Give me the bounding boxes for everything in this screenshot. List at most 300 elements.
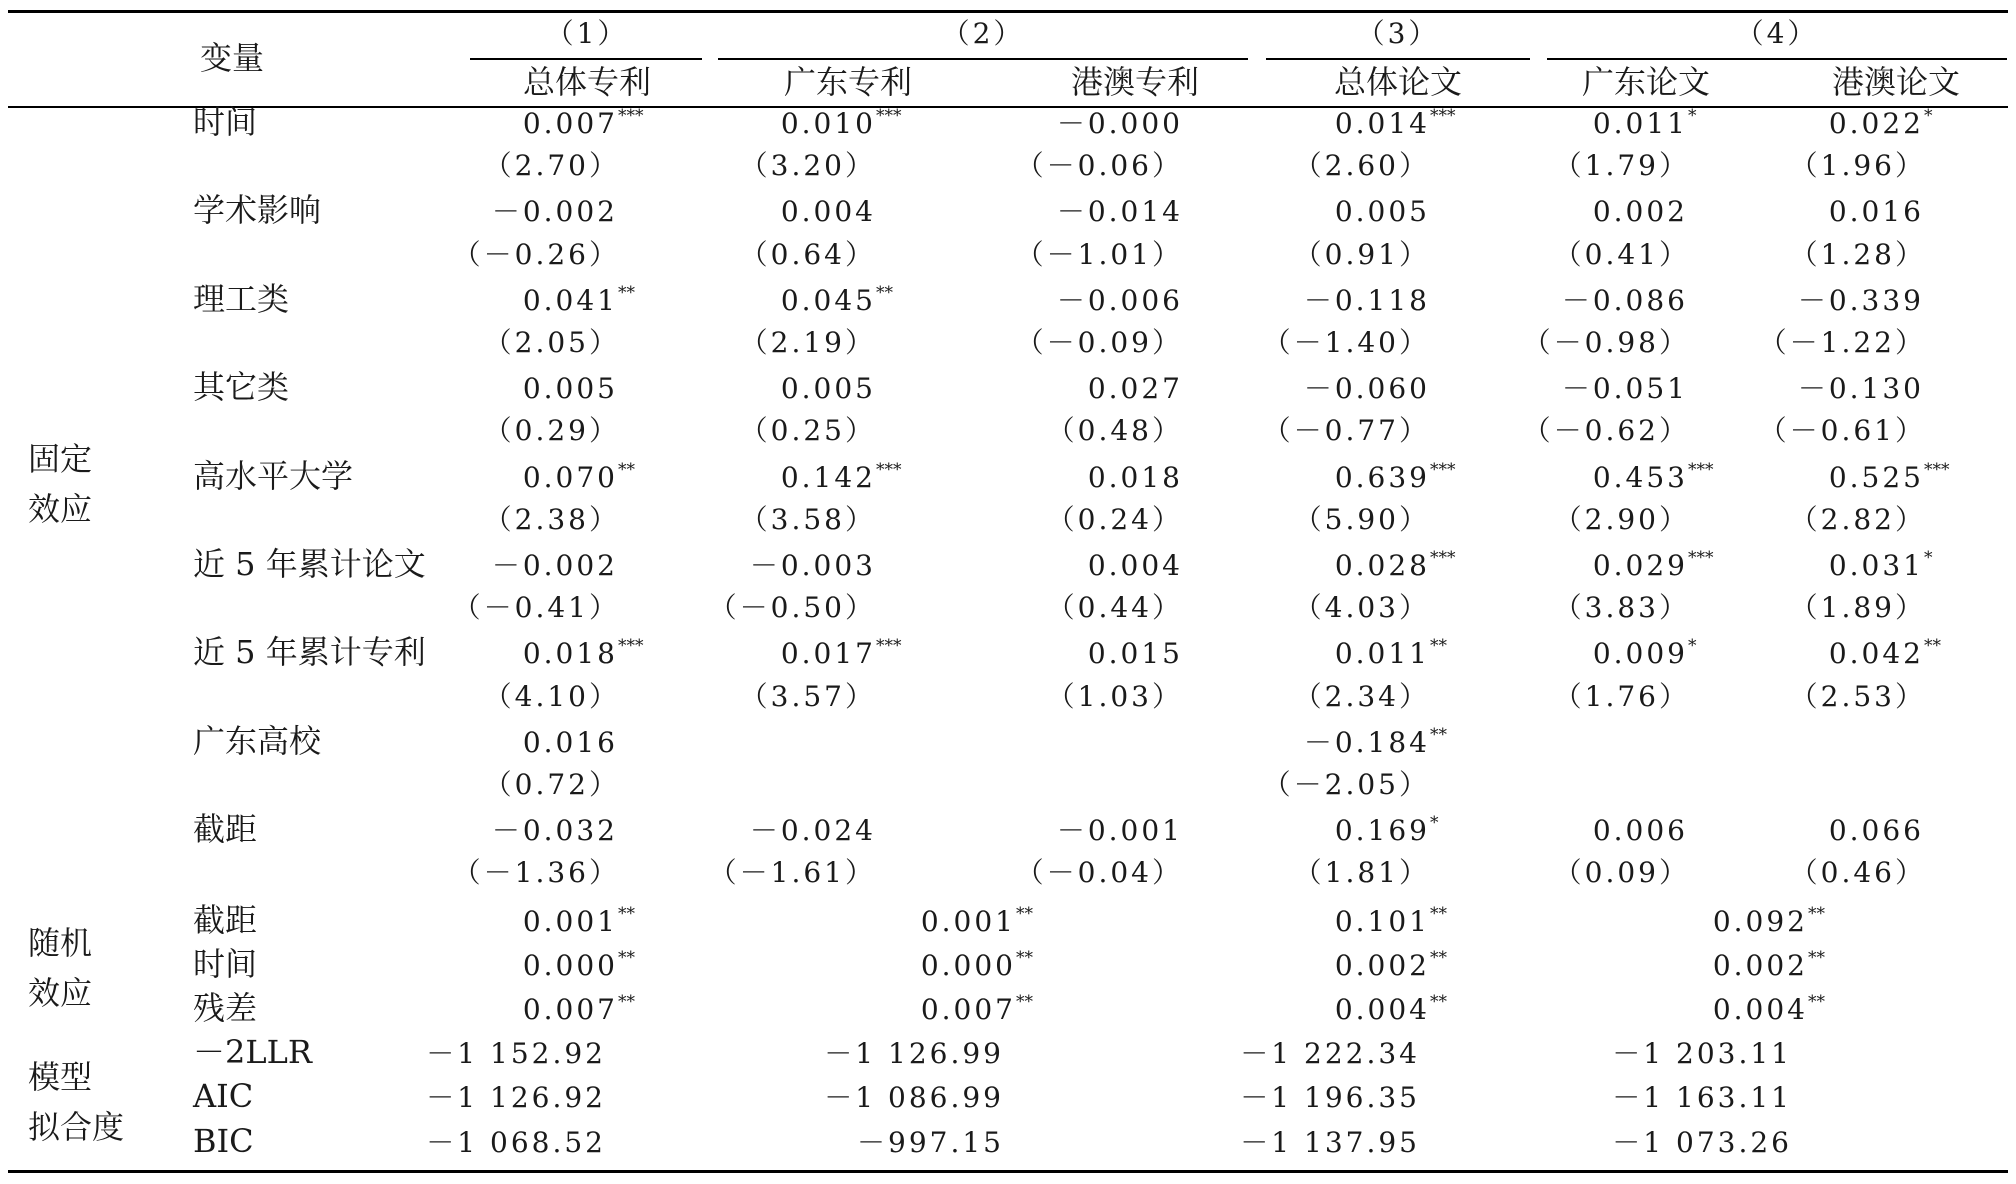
t-statistic-cell-text: （0.91） [1293,237,1430,271]
coefficient-cell-text: 0.142 [780,460,876,494]
t-statistic-cell-text: （4.10） [483,679,620,713]
random-effect-cell-text: 0.101 [1334,904,1430,938]
coefficient-cell [523,721,618,765]
t-statistic-cell [740,144,876,188]
random-row-label [193,898,257,942]
random-effect-cell [522,900,635,944]
coefficient-cell [522,102,644,146]
random-effect-cell-text: 0.092 [1712,904,1808,938]
coefficient-cell-text: 0.028 [1334,549,1430,582]
coefficient-cell [1088,632,1183,676]
t-statistic-cell [1790,586,1926,630]
bottom-rule [8,1170,2008,1173]
t-statistic-cell-text: （0.09） [1553,856,1690,890]
t-statistic-cell [1294,675,1430,719]
significance-mark: * [1430,813,1439,834]
random-effect-cell [1712,900,1825,944]
significance-mark: ** [1430,724,1447,745]
t-statistic-cell-text: （0.29） [483,414,620,448]
coefficient-cell-text: 0.016 [1828,195,1924,229]
fixed-row-label [193,188,321,232]
coefficient-cell-text: －0.002 [491,549,618,582]
t-statistic-cell [1294,498,1430,542]
coefficient-cell [1304,279,1430,323]
t-statistic-cell-text: （3.20） [739,149,876,183]
t-statistic-cell [453,586,620,630]
coefficient-cell-text: 0.018 [1087,460,1183,494]
t-statistic-cell-text: （2.19） [739,326,876,359]
random-effect-cell [522,944,635,988]
t-statistic-cell-text: （－0.62） [1522,414,1690,448]
coefficient-cell-text: 0.006 [1592,814,1688,848]
t-statistic-cell-text: （0.41） [1553,237,1690,271]
coefficient-cell [781,190,876,234]
random-effect-cell-text: 0.001 [920,904,1016,938]
random-effect-cell-text: 0.002 [1334,948,1430,982]
t-statistic-cell [1016,233,1183,277]
group-3-label-text: （3） [1356,17,1440,50]
coefficient-cell-text: 0.525 [1828,460,1924,494]
coefficient-cell [1057,190,1183,234]
t-statistic-cell [709,586,876,630]
coefficient-cell [1828,632,1941,676]
coefficient-cell [1828,456,1950,500]
t-statistic-cell-text: （－0.77） [1262,414,1430,448]
significance-mark: ** [618,992,635,1012]
t-statistic-cell [1294,586,1430,630]
fixed-row-label-text: 学术影响 [193,191,322,230]
significance-mark: *** [618,636,644,657]
coefficient-cell-text: 0.010 [780,107,876,140]
variable-header [200,36,264,80]
header-rule [8,106,2008,108]
t-statistic-cell [484,144,620,188]
t-statistic-cell [1294,851,1430,895]
t-statistic-cell [1554,851,1690,895]
t-statistic-cell-text: （－0.41） [452,591,620,625]
fit-row-label [193,1030,312,1074]
fit-row-label [193,1074,253,1118]
fit-statistic-cell [824,1076,1004,1120]
t-statistic-cell [1047,586,1183,630]
group-1-label [546,12,629,56]
random-effect-cell-text: 0.007 [920,993,1016,1026]
group-4-label-text: （4） [1735,17,1819,50]
coefficient-cell [1303,721,1447,765]
fixed-row-label [193,100,257,144]
t-statistic-cell-text: （2.60） [1293,149,1430,183]
random-effect-cell [920,944,1033,988]
fixed-row-label-text: 截距 [193,810,258,849]
column-header-6-text: 港澳论文 [1831,63,1961,101]
significance-mark: ** [1808,903,1825,924]
t-statistic-cell-text: （3.57） [739,679,876,713]
t-statistic-cell [1016,321,1183,365]
coefficient-cell [522,456,635,500]
significance-mark: ** [618,459,635,480]
random-effect-cell [920,900,1033,944]
t-statistic-cell-text: （－0.26） [452,237,620,271]
coefficient-cell [1057,279,1183,323]
coefficient-cell-text: 0.014 [1334,107,1430,140]
t-statistic-cell-text: （2.34） [1293,679,1430,713]
significance-mark: *** [1688,459,1714,480]
coefficient-cell [492,190,618,234]
coefficient-cell [492,809,618,853]
coefficient-cell [750,544,876,588]
coefficient-cell-text: －0.032 [491,814,618,848]
random-effect-cell-text: 0.001 [522,904,618,938]
coefficient-cell-text: 0.045 [780,283,876,317]
fixed-row-label [193,719,321,763]
fixed-row-label [193,630,426,674]
coefficient-cell-text: 0.029 [1592,549,1688,582]
column-header-1-text: 总体专利 [522,63,652,101]
coefficient-cell [1828,544,1933,588]
t-statistic-cell-text: （0.44） [1046,591,1183,625]
t-statistic-cell [1554,233,1690,277]
group-1-label-text: （1） [545,17,629,50]
significance-mark: * [1688,636,1697,657]
random-effect-cell [920,988,1033,1032]
coefficient-cell [1592,456,1714,500]
t-statistic-cell-text: （0.24） [1046,502,1183,536]
significance-mark: ** [1430,992,1447,1012]
coefficient-cell-text: 0.007 [522,107,618,140]
random-effect-cell [522,988,635,1032]
fixed-row-label-text: 理工类 [193,279,290,318]
t-statistic-cell-text: （－1.22） [1758,326,1926,359]
fit-row-label [193,1119,254,1163]
coefficient-cell-text: －0.130 [1797,372,1924,406]
fit-statistic-cell [1240,1032,1420,1076]
coefficient-cell [522,632,644,676]
fit-statistic-cell-text: －1 137.95 [1240,1125,1420,1159]
coefficient-cell-text: 0.011 [1334,637,1430,671]
t-statistic-cell-text: （－0.50） [708,591,876,625]
significance-mark: * [1924,106,1933,126]
t-statistic-cell [1294,233,1430,277]
fit-statistic-cell [1612,1121,1792,1165]
t-statistic-cell [709,851,876,895]
group-4-label [1736,12,1819,56]
t-statistic-cell-text: （2.90） [1553,502,1690,536]
random-effect-cell [1334,988,1447,1032]
group-2-label-text: （2） [941,17,1025,50]
random-effect-cell-text: 0.004 [1334,993,1430,1026]
t-statistic-cell-text: （－0.98） [1522,326,1690,359]
fixed-effects-section: 固定 效应 [28,440,93,528]
coefficient-cell [1334,102,1456,146]
fit-statistic-cell-text: －1 086.99 [824,1081,1004,1115]
group-2-label [942,12,1025,56]
coefficient-cell [1334,544,1456,588]
coefficient-cell-text: －0.002 [491,195,618,229]
significance-mark: ** [618,947,635,968]
fixed-row-label-text: 近 5 年累计专利 [193,633,426,672]
column-header-6 [1832,60,1960,104]
t-statistic-cell [1263,409,1430,453]
t-statistic-cell [1759,409,1926,453]
t-statistic-cell-text: （0.25） [739,414,876,448]
coefficient-cell [1592,102,1697,146]
coefficient-cell [523,367,618,411]
t-statistic-cell-text: （－1.36） [452,856,620,890]
coefficient-cell [1592,632,1697,676]
t-statistic-cell [1554,586,1690,630]
coefficient-cell-text: 0.022 [1828,107,1924,140]
coefficient-cell-text: －0.014 [1056,195,1183,229]
t-statistic-cell-text: （0.72） [483,768,620,801]
significance-mark: *** [1924,459,1950,480]
column-header-3-text: 港澳专利 [1070,63,1200,101]
coefficient-cell [1829,809,1924,853]
fit-statistic-cell-text: －1 073.26 [1612,1125,1792,1159]
coefficient-cell [1798,279,1924,323]
significance-mark: ** [618,282,635,303]
significance-mark: *** [876,106,902,126]
significance-mark: *** [618,106,644,126]
t-statistic-cell [1790,498,1926,542]
coefficient-cell [492,544,618,588]
coefficient-cell [750,809,876,853]
t-statistic-cell [1790,851,1926,895]
t-statistic-cell [1294,144,1430,188]
t-statistic-cell-text: （－0.06） [1015,149,1183,183]
coefficient-cell-text: 0.018 [522,637,618,671]
t-statistic-cell-text: （3.58） [739,502,876,536]
t-statistic-cell [1016,851,1183,895]
coefficient-cell [1829,190,1924,234]
random-row-label [193,986,257,1030]
coefficient-cell [1088,544,1183,588]
t-statistic-cell [740,675,876,719]
significance-mark: * [1924,548,1933,568]
t-statistic-cell [453,851,620,895]
fixed-row-label-text: 其它类 [193,368,290,407]
coefficient-cell [1057,102,1183,146]
t-statistic-cell-text: （1.81） [1293,856,1430,890]
fixed-row-label [193,454,353,498]
t-statistic-cell [1047,498,1183,542]
significance-mark: ** [1430,636,1447,657]
random-effect-cell-text: 0.000 [522,948,618,982]
coefficient-cell-text: 0.453 [1592,460,1688,494]
fit-statistic-cell [857,1121,1004,1165]
t-statistic-cell-text: （－1.40） [1262,326,1430,359]
t-statistic-cell-text: （2.70） [483,149,620,183]
coefficient-cell-text: 0.009 [1592,637,1688,671]
significance-mark: ** [618,903,635,924]
coefficient-cell [1088,367,1183,411]
significance-mark: ** [1808,947,1825,968]
model-fit-section: 模型 拟合度 [28,1058,125,1146]
t-statistic-cell-text: （1.79） [1553,149,1690,183]
coefficient-cell-text: －0.184 [1303,725,1430,759]
significance-mark: ** [1016,947,1033,968]
t-statistic-cell [1759,321,1926,365]
significance-mark: ** [1016,903,1033,924]
fixed-row-label-text: 时间 [193,103,258,141]
t-statistic-cell [1523,321,1690,365]
fixed-row-label [193,277,289,321]
significance-mark: *** [876,459,902,480]
fit-statistic-cell-text: －1 196.35 [1240,1081,1420,1115]
coefficient-cell-text: 0.002 [1592,195,1688,229]
fixed-row-label [193,807,257,851]
coefficient-cell-text: －0.001 [1056,814,1183,848]
significance-mark: ** [1808,992,1825,1012]
random-row-label-text: 残差 [193,989,258,1027]
t-statistic-cell [740,321,876,365]
coefficient-cell-text: －0.060 [1303,372,1430,406]
fit-statistic-cell [824,1032,1004,1076]
t-statistic-cell-text: （1.03） [1046,679,1183,713]
significance-mark: *** [1430,548,1456,568]
coefficient-cell-text: 0.027 [1087,372,1183,406]
t-statistic-cell-text: （3.83） [1553,591,1690,625]
fit-row-label-text: BIC [193,1121,254,1160]
t-statistic-cell-text: （4.03） [1293,591,1430,625]
t-statistic-cell [1790,144,1926,188]
coefficient-cell-text: 0.005 [1334,195,1430,229]
random-row-label-text: 时间 [193,944,258,983]
coefficient-cell-text: 0.005 [522,372,618,406]
t-statistic-cell-text: （1.28） [1789,237,1926,271]
coefficient-cell [1304,367,1430,411]
t-statistic-cell-text: （0.48） [1046,414,1183,448]
group-3-label [1357,12,1440,56]
t-statistic-cell [1263,321,1430,365]
t-statistic-cell-text: （－0.09） [1015,326,1183,359]
random-effect-cell-text: 0.007 [522,993,618,1026]
t-statistic-cell-text: （5.90） [1293,502,1430,536]
fit-statistic-cell [426,1121,606,1165]
t-statistic-cell [484,675,620,719]
significance-mark: *** [1430,459,1456,480]
coefficient-cell-text: －0.086 [1561,283,1688,317]
t-statistic-cell [1523,409,1690,453]
column-header-2-text: 广东专利 [783,63,913,101]
fit-statistic-cell-text: －1 163.11 [1612,1081,1792,1115]
coefficient-cell [1334,456,1456,500]
coefficient-cell [1828,102,1933,146]
fit-statistic-cell [1612,1076,1792,1120]
random-row-label [193,942,257,986]
t-statistic-cell-text: （－0.04） [1015,856,1183,890]
t-statistic-cell-text: （2.05） [483,326,620,359]
t-statistic-cell [484,321,620,365]
t-statistic-cell-text: （2.38） [483,502,620,536]
column-header-3 [1071,60,1199,104]
coefficient-cell-text: 0.004 [780,195,876,229]
coefficient-cell-text: 0.066 [1828,814,1924,848]
column-header-5-text: 广东论文 [1581,63,1711,101]
t-statistic-cell-text: （0.46） [1789,856,1926,890]
fit-statistic-cell-text: －1 203.11 [1612,1037,1792,1071]
fit-statistic-cell [426,1032,606,1076]
coefficient-cell [1593,190,1688,234]
fit-statistic-cell-text: －1 222.34 [1240,1037,1420,1071]
coefficient-cell-text: －0.118 [1303,283,1430,317]
random-effect-cell-text: 0.000 [920,948,1016,982]
coefficient-cell [1562,279,1688,323]
t-statistic-cell-text: （2.53） [1789,679,1926,713]
coefficient-cell [781,367,876,411]
fit-statistic-cell-text: －1 068.52 [426,1125,606,1159]
coefficient-cell-text: 0.004 [1087,549,1183,582]
t-statistic-cell [484,763,620,807]
coefficient-cell-text: 0.042 [1828,637,1924,671]
significance-mark: ** [1430,947,1447,968]
t-statistic-cell [740,233,876,277]
random-effect-cell [1712,944,1825,988]
random-row-label-text: 截距 [193,900,258,939]
fit-statistic-cell [1240,1076,1420,1120]
fixed-row-label [193,542,426,586]
coefficient-cell-text: 0.016 [522,725,618,759]
coefficient-cell [1088,456,1183,500]
t-statistic-cell [1554,675,1690,719]
t-statistic-cell-text: （－1.61） [708,856,876,890]
t-statistic-cell-text: （1.96） [1789,149,1926,183]
fit-statistic-cell-text: －1 126.92 [426,1081,606,1115]
t-statistic-cell-text: （1.89） [1789,591,1926,625]
significance-mark: *** [876,636,902,657]
coefficient-cell [1593,809,1688,853]
t-statistic-cell [740,498,876,542]
coefficient-cell-text: 0.005 [780,372,876,406]
t-statistic-cell [1790,675,1926,719]
coefficient-cell [780,279,893,323]
coefficient-cell-text: －0.006 [1056,283,1183,317]
fit-statistic-cell-text: －997.15 [857,1125,1004,1159]
t-statistic-cell [1790,233,1926,277]
significance-mark: *** [1688,548,1714,568]
significance-mark: * [1688,106,1697,126]
fit-row-label-text: AIC [193,1077,254,1116]
coefficient-cell [1798,367,1924,411]
random-effect-cell-text: 0.002 [1712,948,1808,982]
t-statistic-cell-text: （－0.61） [1758,414,1926,448]
fixed-row-label-text: 广东高校 [193,721,322,760]
significance-mark: ** [1924,636,1941,657]
coefficient-cell-text: －0.339 [1797,283,1924,317]
t-statistic-cell-text: （－2.05） [1262,768,1430,801]
coefficient-cell-text: －0.000 [1056,107,1183,140]
fit-statistic-cell-text: －1 152.92 [426,1037,606,1071]
coefficient-cell-text: 0.169 [1334,814,1430,848]
coefficient-cell [1057,809,1183,853]
coefficient-cell-text: 0.070 [522,460,618,494]
fixed-row-label-text: 高水平大学 [193,456,354,495]
random-effect-cell-text: 0.004 [1712,993,1808,1026]
fit-row-label-text: －2LLR [193,1033,312,1072]
t-statistic-cell [1047,409,1183,453]
t-statistic-cell [1554,498,1690,542]
t-statistic-cell [453,233,620,277]
coefficient-cell-text: 0.017 [780,637,876,671]
fixed-row-label-text: 近 5 年累计论文 [193,545,426,583]
fixed-row-label [193,365,289,409]
fit-statistic-cell [426,1076,606,1120]
t-statistic-cell [1263,763,1430,807]
significance-mark: *** [1430,106,1456,126]
coefficient-cell-text: －0.024 [749,814,876,848]
coefficient-cell-text: 0.011 [1592,107,1688,140]
t-statistic-cell [484,498,620,542]
coefficient-cell-text: 0.639 [1334,460,1430,494]
